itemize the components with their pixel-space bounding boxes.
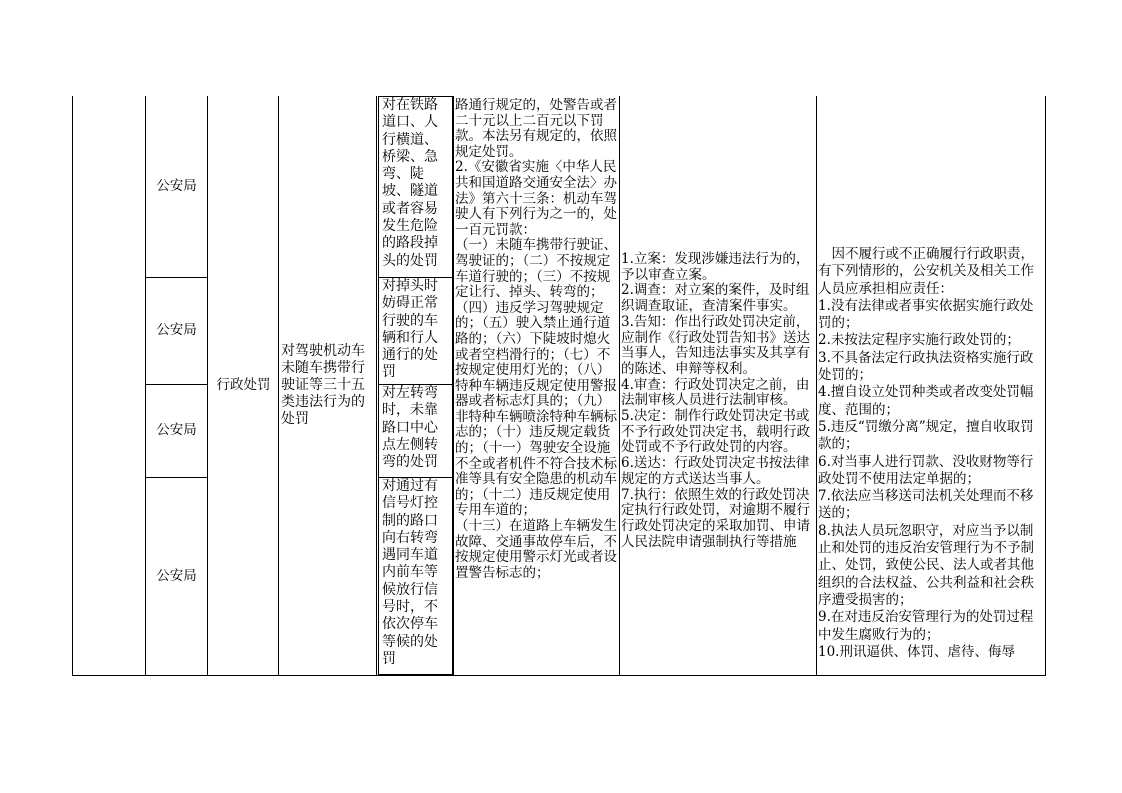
dept-cell — [146, 478, 207, 675]
legal-basis-cell — [455, 98, 618, 675]
sub-item-text: 对通过有信号灯控制的路口向右转弯遇同车道内前车等候放行信号时，不依次停车等候的处罚 — [382, 478, 438, 667]
table-border-right — [1045, 96, 1046, 675]
legal-basis-text: 路通行规定的，处警告或者二十元以上二百元以下罚款。本法另有规定的，依照规定处罚。 2.《安徽省实施〈中华人民共和国道路交通安全法〉办法》第六十三条：机动车驾驶人有下列行为之一的，处一百元罚款： （一）未随车携带行驶证、驾驶证的；（二）不按规定车道行驶的；（三）不按规定让行、掉头、转弯的；（四）违反学习驾驶规定的；（五）驶入禁止通行道路的；（六）下陡坡时熄火或者空档滑行的；（七）不按规定使用灯光的；（八）特种车辆违反规定使用警报器或者标志灯具的；（九）非特种车辆喷涂特种车辆标志的；（十）违反规定载货的；（十一）驾驶安全设施不全或者机件不符合技术标准等具有安全隐患的机动车的；（十二）违反规定使用专用车道的； （十三）在道路上车辆发生故障、交通事故停车后，不按规定使用警示灯光或者设置警告标志的； — [455, 98, 617, 581]
sub-item-text: 对左转弯时，未靠路口中心点左侧转弯的处罚 — [382, 385, 438, 471]
dept-label: 公安局 — [156, 422, 197, 439]
sub-item-box — [378, 96, 453, 278]
sub-item-box — [378, 477, 453, 675]
liability-cell — [818, 96, 1044, 675]
item-name: 对驾驶机动车未随车携带行驶证等三十五类违法行为的处罚 — [281, 343, 365, 427]
dept-label: 公安局 — [156, 567, 197, 584]
procedure-text: 1.立案：发现涉嫌违法行为的，予以审查立案。 2.调查：对立案的案件，及时组织调查取证，查清案件事实。 3.告知：作出行政处罚决定前，应制作《行政处罚告知书》送达当事人，告知违法事实及其享有的陈述、申辩等权利。 4.审查：行政处罚决定之前，由法制审核人员进行法制审核。 5.决定：制作行政处罚决定书或不予行政处罚决定书，载明行政处罚或不予行政处罚的内容。 6.送达：行政处罚决定书按法律规定的方式送达当事人。 7.执行：依照生效的行政处罚决定执行行政处罚，对逾期不履行行政处罚决定的采取加罚、申请人民法院申请强制执行等措施 — [621, 251, 810, 550]
sub-item-text: 对在铁路道口、人行横道、桥梁、急弯、陡坡、隧道或者容易发生危险的路段掉头的处罚 — [382, 97, 438, 269]
procedure-cell — [621, 96, 815, 675]
table-border-col6 — [619, 96, 620, 675]
sub-item-box — [378, 277, 453, 385]
table-border-col3 — [278, 96, 279, 675]
sub-item-box — [378, 384, 453, 478]
dept-cell — [146, 385, 207, 477]
table-border-left — [72, 96, 73, 675]
table-border-col5 — [453, 96, 454, 675]
table-border-col4 — [376, 96, 377, 675]
liability-text: 因不履行或不正确履行行政职责，有下列情形的，公安机关及相关工作人员应承担相应责任： 1.没有法律或者事实依据实施行政处罚的； 2.未按法定程序实施行政处罚的； 3.不具备法定行政执法资格实施行政处罚的； 4.擅自设立处罚种类或者改变处罚幅度、范围的； 5.违反“罚缴分离”规定，擅自收取罚款的； 6.对当事人进行罚款、没收财物等行政处罚不使用法定单据的； 7.依法应当移送司法机关处理而不移送的； 8.执法人员玩忽职守，对应当予以制止和处罚的违反治安管理行为不予制止、处罚，致使公民、法人或者其他组织的合法权益、公共利益和社会秩序遭受损害的； 9.在对违反治安管理行为的处罚过程中发生腐败行为的； 10.刑讯逼供、体罚、虐待、侮辱 — [818, 246, 1034, 660]
table-border-bottom — [72, 675, 1046, 676]
dept-cell — [146, 278, 207, 384]
dept-cell — [146, 96, 207, 277]
item-name-cell — [281, 96, 375, 675]
category-label: 行政处罚 — [216, 376, 271, 393]
table-border-col2 — [207, 96, 208, 675]
dept-label: 公安局 — [156, 177, 197, 194]
sub-item-text: 对掉头时妨碍正常行驶的车辆和行人通行的处罚 — [382, 278, 438, 381]
dept-label: 公安局 — [156, 322, 197, 339]
table-border-col7 — [816, 96, 817, 675]
category-cell — [209, 96, 278, 675]
